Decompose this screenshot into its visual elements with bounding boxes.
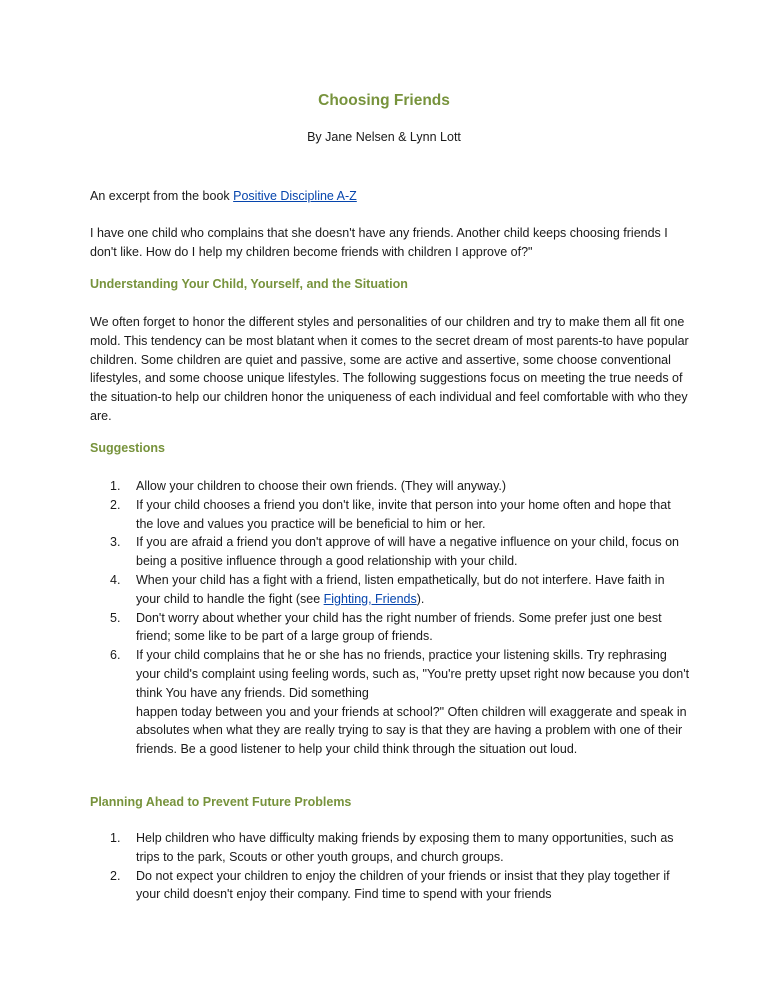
list-item xyxy=(90,477,690,496)
list-item xyxy=(90,496,690,534)
list-item-text: Don't worry about whether your child has the right number of friends. Some prefer just one best friend; some like to be part of a large group of friends. xyxy=(136,610,662,644)
section-heading-understanding: Understanding Your Child, Yourself, and the Situation xyxy=(90,277,408,291)
list-item-text: If your child complains that he or she has no friends, practice your listening skills. Try rephrasing your child's complaint using feeling words, such as, "You're pretty upset right now because you don't think You have any friends. Did something xyxy=(136,648,690,700)
section-heading-suggestions: Suggestions xyxy=(90,441,166,455)
list-number: 2. xyxy=(110,497,121,512)
list-item-text: If your child chooses a friend you don't like, invite that person into your home often and hope that the love and values you practice will be beneficial to him or her. xyxy=(136,497,671,531)
page-title: Choosing Friends xyxy=(318,92,450,109)
excerpt-prefix: An excerpt from the book xyxy=(90,189,234,203)
section-body-understanding: We often forget to honor the different styles and personalities of our children and try to make them all fit one mold. This tendency can be most blatant when it comes to the secret dream of most parents-to have popular children. Some children are quiet and passive, some are active and assertive, some choose conventional lifestyles, and some choose unique lifestyles. The following suggestions focus on meeting the true needs of the situation-to help our children honor the uniqueness of each individual and feel comfortable with who they are. xyxy=(90,315,689,423)
list-number: 5. xyxy=(110,610,121,625)
list-item xyxy=(90,646,690,759)
list-number: 6. xyxy=(110,648,121,663)
section-heading-planning: Planning Ahead to Prevent Future Problems xyxy=(90,795,352,809)
list-number: 3. xyxy=(110,535,121,550)
planning-list xyxy=(90,829,690,904)
list-item xyxy=(90,609,690,647)
list-item xyxy=(90,571,690,609)
list-number: 1. xyxy=(110,479,121,493)
list-number: 4. xyxy=(110,572,121,587)
excerpt-line xyxy=(90,187,690,206)
list-item-text: If you are afraid a friend you don't approve of will have a negative influence on your child, focus on being a positive influence through a good relationship with your child. xyxy=(136,535,679,569)
list-item-text: Help children who have difficulty making friends by exposing them to many opportunities, such as trips to the park, Scouts or other youth groups, and church groups. xyxy=(136,831,674,864)
list-item-text: Allow your children to choose their own friends. (They will anyway.) xyxy=(136,479,507,493)
list-number: 1. xyxy=(110,831,121,845)
list-item-text-after: ). xyxy=(416,591,425,606)
suggestions-list xyxy=(90,477,690,759)
list-number: 2. xyxy=(110,868,121,883)
list-item-text-continued: happen today between you and your friends at school?" Often children will exaggerate and speak in absolutes when what they are really trying to say is that they are having a problem with one of their friends. Be a good listener to help your child think through the situation out loud. xyxy=(136,704,687,757)
book-link[interactable]: Positive Discipline A-Z xyxy=(233,189,357,203)
list-item xyxy=(90,867,690,905)
list-item-text: Do not expect your children to enjoy the children of your friends or insist that they play together if your child doesn't enjoy their company. Find time to spend with your friends xyxy=(136,868,670,902)
intro-question: I have one child who complains that she doesn't have any friends. Another child keeps choosing friends I don't like. How do I help my children become friends with children I approve of?" xyxy=(90,226,668,259)
fighting-friends-link[interactable]: Fighting, Friends xyxy=(323,591,417,606)
list-item-text: When your child has a fight with a friend, listen empathetically, but do not interfere. Have faith in your child to handle the fight (see xyxy=(136,572,665,606)
byline: By Jane Nelsen & Lynn Lott xyxy=(307,130,461,144)
list-item xyxy=(90,533,690,571)
list-item xyxy=(90,829,690,867)
